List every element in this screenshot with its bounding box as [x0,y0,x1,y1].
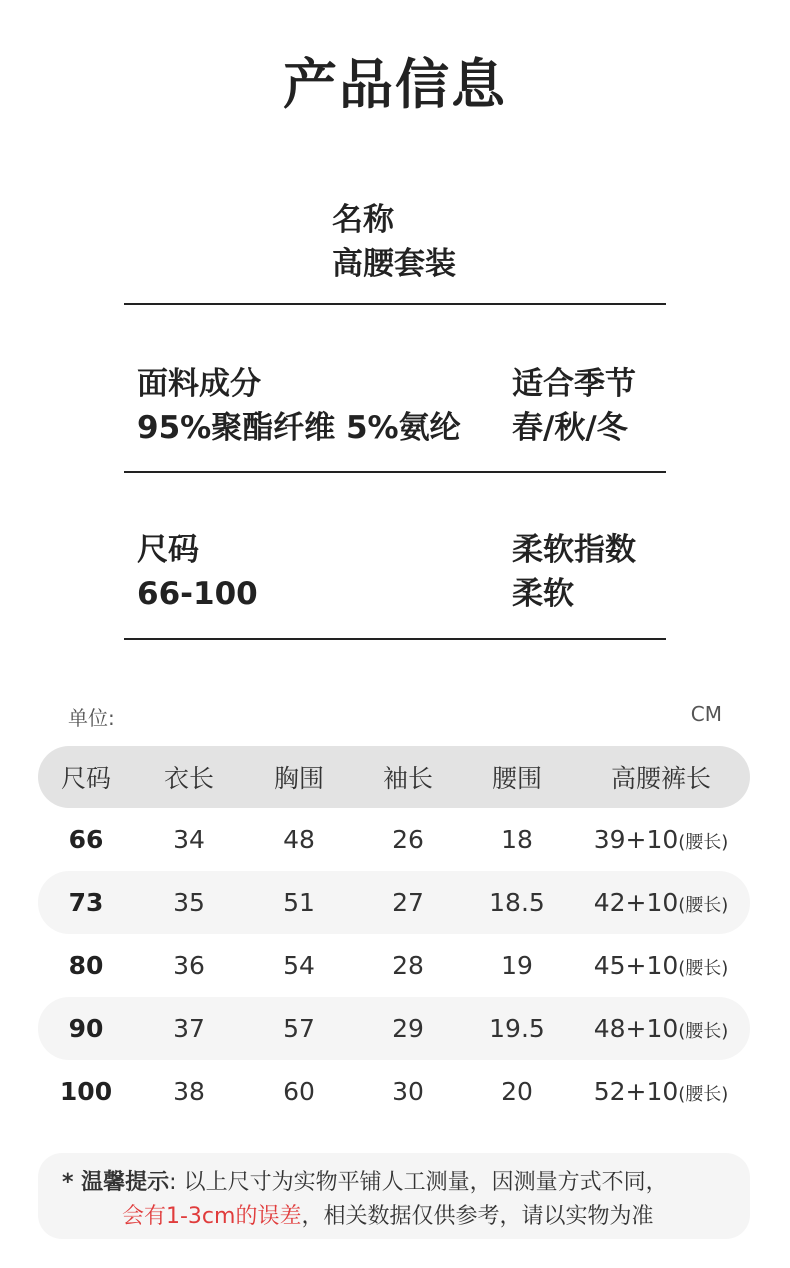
table-cell: 20 [501,1077,533,1106]
unit-row [68,702,722,731]
tip-text-2: ，相关数据仅供参考，请以实物为准 [301,1204,654,1229]
page-title: 产品信息 [283,53,507,116]
pants-length-suffix: (腰长) [678,958,729,979]
table-cell: 38 [173,1077,205,1106]
season-label: 适合季节 [512,366,636,402]
table-cell: 34 [173,825,205,854]
pants-length: 39+10 [593,825,679,854]
table-cell [572,951,750,980]
table-cell: 28 [392,951,424,980]
table-row [38,997,750,1060]
table-cell: 66 [68,825,104,854]
pants-length-suffix: (腰长) [678,895,729,916]
pants-length: 48+10 [593,1014,679,1043]
season-block [512,362,636,450]
pants-length-suffix: (腰长) [678,832,729,853]
table-row [38,871,750,934]
table-cell: 26 [392,825,424,854]
header-cell: 尺码 [60,764,111,793]
table-row [38,1060,750,1123]
table-cell [572,825,750,854]
table-row [38,934,750,997]
header-cell: 衣长 [163,764,214,793]
table-cell: 90 [68,1014,104,1043]
table-cell: 18 [501,825,533,854]
divider [124,638,666,640]
divider [124,303,666,305]
size-label: 尺码 [137,532,199,568]
tip-text-1: : 以上尺寸为实物平铺人工测量，因测量方式不同， [169,1170,668,1195]
table-cell: 27 [392,888,424,917]
header-cell: 高腰裤长 [610,764,711,793]
unit-value: CM [690,702,722,726]
pants-length: 42+10 [593,888,679,917]
header-cell: 胸围 [273,764,324,793]
size-value: 66-100 [137,576,258,612]
table-row [38,808,750,871]
table-cell: 35 [173,888,205,917]
season-value: 春/秋/冬 [512,410,628,446]
pants-length: 45+10 [593,951,679,980]
table-cell: 19 [501,951,533,980]
softness-label: 柔软指数 [512,532,636,568]
divider [124,471,666,473]
size-table [38,746,750,1123]
table-cell: 19.5 [489,1014,545,1043]
table-cell: 48 [283,825,315,854]
table-cell: 73 [68,888,104,917]
tip-line-1 [62,1165,668,1196]
table-cell [572,888,750,917]
tip-line-2 [122,1199,653,1230]
table-cell: 51 [283,888,315,917]
fabric-value: 95%聚酯纤维 5%氨纶 [137,410,461,446]
pants-length: 52+10 [593,1077,679,1106]
table-cell: 37 [173,1014,205,1043]
table-cell: 60 [283,1077,315,1106]
pants-length-suffix: (腰长) [678,1084,729,1105]
table-cell: 100 [59,1077,113,1106]
product-name-label: 名称 [332,202,394,238]
tip-note [38,1153,750,1239]
table-cell: 30 [392,1077,424,1106]
fabric-block [137,362,461,450]
unit-label: 单位: [68,706,115,730]
table-cell [572,1077,750,1106]
table-cell: 29 [392,1014,424,1043]
fabric-label: 面料成分 [137,366,261,402]
header-cell: 腰围 [491,764,542,793]
table-cell: 18.5 [489,888,545,917]
product-name-block [332,198,456,286]
table-cell: 36 [173,951,205,980]
table-cell: 57 [283,1014,315,1043]
table-cell: 54 [283,951,315,980]
tip-prefix: * 温馨提示 [62,1170,170,1195]
softness-block [512,528,636,616]
table-cell [572,1014,750,1043]
softness-value: 柔软 [512,576,574,612]
pants-length-suffix: (腰长) [678,1021,729,1042]
product-name-value: 高腰套装 [332,246,456,282]
table-header [38,746,750,808]
table-cell: 80 [68,951,104,980]
header-cell: 袖长 [382,764,433,793]
size-block [137,528,258,616]
tip-highlight: 会有1-3cm的误差 [122,1204,302,1229]
